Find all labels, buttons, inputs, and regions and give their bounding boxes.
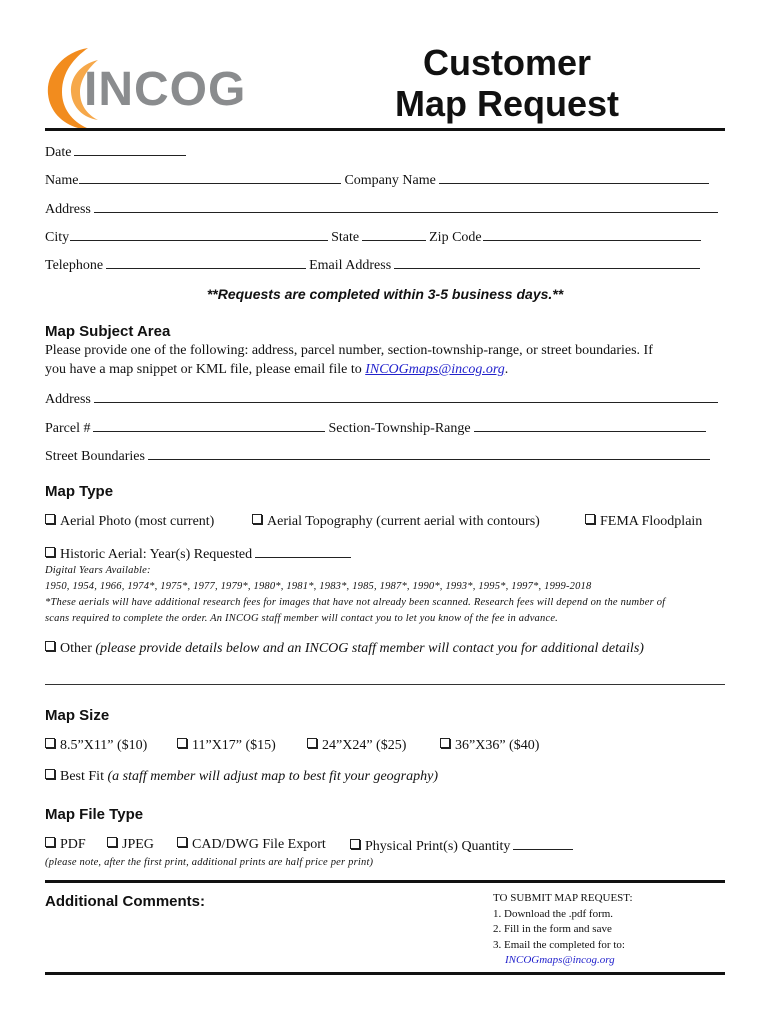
turnaround-notice: **Requests are completed within 3-5 business days.** [206,286,564,302]
best-fit-label: Best Fit [60,769,104,784]
subject-area-heading: Map Subject Area [45,323,171,340]
date-label: Date [45,145,72,160]
print-price-note: (please note, after the first print, additional prints are half price per print) [45,857,374,868]
option-physical-print[interactable] [350,837,576,855]
print-quantity-field[interactable] [513,837,573,850]
physical-print-label: Physical Print(s) Quantity [365,839,511,854]
submit-step-2: 2. Fill in the form and save [493,923,612,935]
address-row [45,200,721,218]
header-rule [45,128,725,131]
name-label: Name [45,173,79,188]
submit-instructions [493,891,633,969]
option-jpeg[interactable] [107,837,154,853]
checkbox-jpeg[interactable] [107,837,117,847]
option-size-11x17[interactable] [177,738,276,754]
logo-wordmark: INCOG [84,63,247,116]
comments-area[interactable] [45,915,475,970]
subject-instructions-1: Please provide one of the following: address, parcel number, section-township-range, or street boundaries. If [45,343,653,358]
name-field[interactable] [79,171,341,184]
option-historic-aerial[interactable] [45,545,354,563]
company-field[interactable] [439,171,709,184]
streets-field[interactable] [148,447,710,460]
date-field[interactable] [74,143,186,156]
company-label: Company Name [344,173,436,188]
state-label: State [331,230,360,245]
aerial-photo-label: Aerial Photo (most current) [60,514,215,529]
submit-email-link[interactable]: INCOGmaps@incog.org [505,954,615,966]
incog-logo [40,38,280,138]
checkbox-size-24x24[interactable] [307,738,317,748]
zip-field[interactable] [483,228,701,241]
checkbox-other[interactable] [45,641,55,651]
option-size-24x24[interactable] [307,738,406,754]
size-24x24-label: 24”X24” ($25) [322,738,407,753]
zip-label: Zip Code [429,230,482,245]
historic-years-field[interactable] [255,545,351,558]
option-aerial-photo[interactable] [45,514,214,530]
checkbox-size-11x17[interactable] [177,738,187,748]
years-list: 1950, 1954, 1966, 1974*, 1975*, 1977, 1979*, 1980*, 1981*, 1983*, 1985, 1987*, 1990*, 1993*, 1995*, 1997*, 1999-2018 [45,581,592,592]
comments-heading: Additional Comments: [45,893,205,910]
state-field[interactable] [362,228,426,241]
checkbox-historic-aerial[interactable] [45,547,55,557]
checkbox-cad-export[interactable] [177,837,187,847]
option-cad-export[interactable] [177,837,326,853]
email-label: Email Address [309,258,392,273]
years-heading: Digital Years Available: [45,565,151,576]
option-best-fit[interactable] [45,769,438,785]
subject-address-row [45,390,721,408]
map-size-heading: Map Size [45,707,110,724]
option-fema-floodplain[interactable] [585,514,702,530]
option-pdf[interactable] [45,837,86,853]
title-line-2: Map Request [394,83,620,124]
checkbox-physical-print[interactable] [350,839,360,849]
option-size-8x11[interactable] [45,738,147,754]
submit-step-1: 1. Download the .pdf form. [493,907,614,920]
option-size-36x36[interactable] [440,738,539,754]
checkbox-aerial-topography[interactable] [252,514,262,524]
telephone-field[interactable] [106,256,306,269]
parcel-row [45,419,709,437]
subject-address-label: Address [45,392,91,407]
subject-address-field[interactable] [94,390,718,403]
file-type-heading: Map File Type [45,806,144,823]
address-field[interactable] [94,200,718,213]
date-row [45,143,189,161]
other-detail: (please provide details below and an INCOG staff member will contact you for additional details) [95,641,644,656]
other-label: Other [60,641,92,656]
name-row [45,171,712,189]
city-field[interactable] [70,228,328,241]
str-field[interactable] [474,419,706,432]
streets-label: Street Boundaries [45,449,145,464]
option-aerial-topography[interactable] [252,514,540,530]
checkbox-best-fit[interactable] [45,769,55,779]
size-8x11-label: 8.5”X11” ($10) [60,738,148,753]
map-type-heading: Map Type [45,483,114,500]
streets-row [45,447,713,465]
parcel-label: Parcel # [45,421,91,436]
email-field[interactable] [394,256,700,269]
footer-rule [45,972,725,975]
page-title [380,42,634,124]
pdf-label: PDF [60,837,86,852]
str-label: Section-Township-Range [328,421,471,436]
other-details-field[interactable] [45,684,725,685]
city-row [45,228,704,246]
telephone-row [45,256,703,274]
historic-aerial-label: Historic Aerial: Year(s) Requested [60,547,253,562]
city-label: City [45,230,70,245]
checkbox-fema-floodplain[interactable] [585,514,595,524]
submit-step-3: 3. Email the completed for to: [493,938,625,951]
telephone-label: Telephone [45,258,104,273]
parcel-field[interactable] [93,419,325,432]
subject-instructions-2-end: . [504,362,509,377]
comments-top-rule [45,880,725,883]
submit-heading: TO SUBMIT MAP REQUEST: [493,892,633,904]
best-fit-detail: (a staff member will adjust map to best fit your geography) [107,769,438,784]
subject-instructions-2-text: you have a map snippet or KML file, please email file to [45,362,366,377]
subject-instructions-2 [45,362,508,378]
incog-email-link[interactable]: INCOGmaps@incog.org [365,362,505,377]
size-11x17-label: 11”X17” ($15) [192,738,276,753]
size-36x36-label: 36”X36” ($40) [455,738,540,753]
fema-floodplain-label: FEMA Floodplain [600,514,703,529]
jpeg-label: JPEG [122,837,154,852]
cad-export-label: CAD/DWG File Export [192,837,326,852]
checkbox-size-36x36[interactable] [440,738,450,748]
checkbox-pdf[interactable] [45,837,55,847]
research-fee-note-1: *These aerials will have additional research fees for images that have not already been scanned. Research fees will depend on the number of [45,597,666,608]
address-label: Address [45,202,91,217]
checkbox-size-8x11[interactable] [45,738,55,748]
title-line-1: Customer [422,42,592,83]
aerial-topography-label: Aerial Topography (current aerial with contours) [267,514,540,529]
research-fee-note-2: scans required to complete the order. An INCOG staff member will contact you to let you know of the fee in advance. [45,613,559,624]
option-other[interactable] [45,641,644,657]
checkbox-aerial-photo[interactable] [45,514,55,524]
